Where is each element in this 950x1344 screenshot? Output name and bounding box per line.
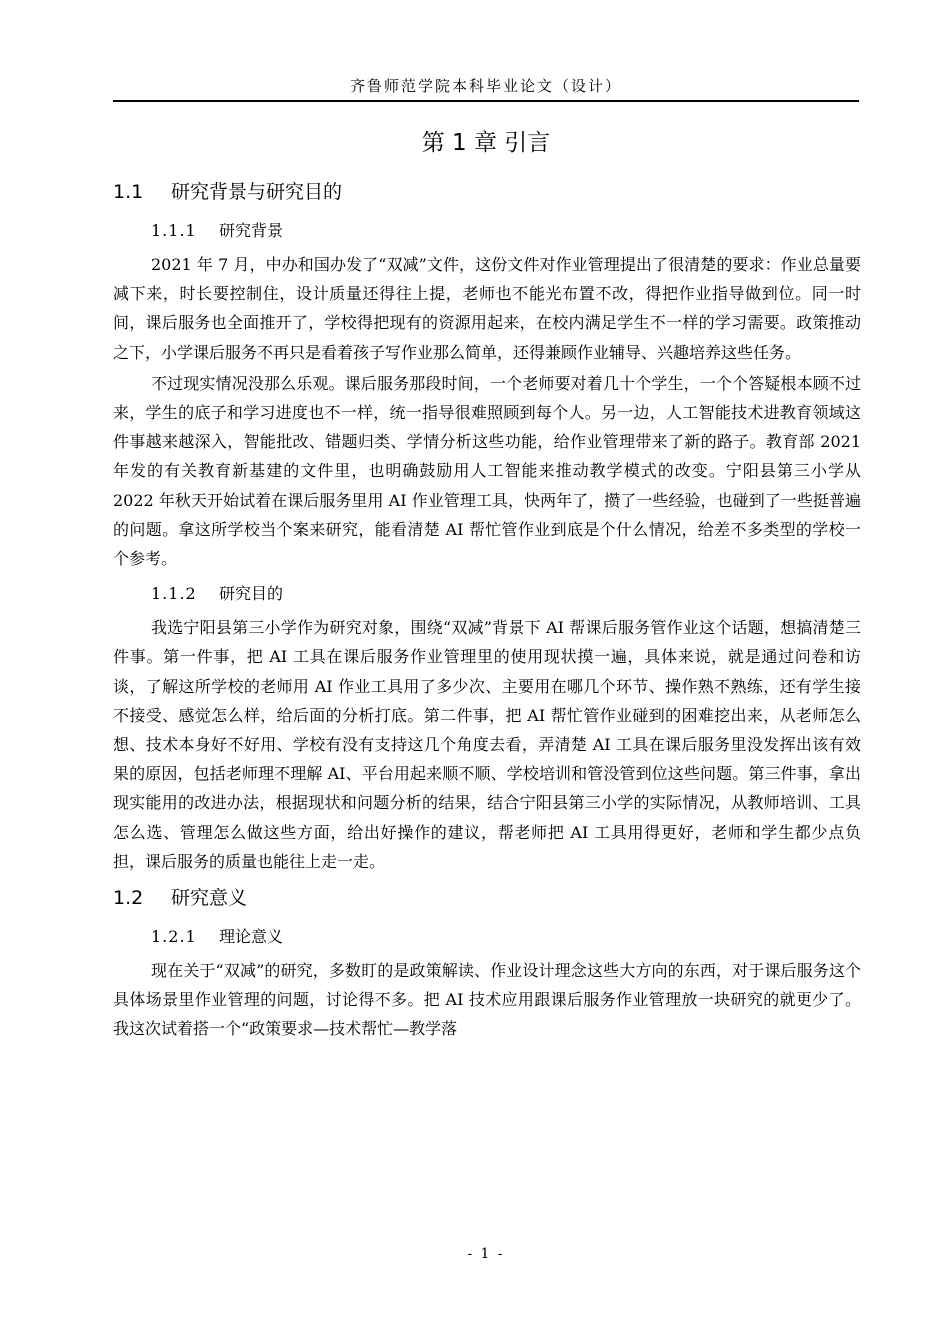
subsection-heading-1-1-2: [113, 575, 861, 613]
paragraph: 我选宁阳县第三小学作为研究对象，围绕“双减”背景下 AI 帮课后服务管作业这个话题，想搞清楚三件事。第一件事，把 AI 工具在课后服务作业管理里的使用现状摸一遍，具体来说，就是通过问卷和访谈，了解这所学校的老师用 AI 作业工具用了多少次、主要用在哪几个环节、操作熟不熟练，还有学生接不接受、感觉怎么样，给后面的分析打底。第二件事，把 AI 帮忙管作业碰到的困难挖出来，从老师怎么想、技术本身好不好用、学校有没有支持这几个角度去看，弄清楚 AI 工具在课后服务里没发挥出该有效果的原因，包括老师理不理解 AI、平台用起来顺不顺、学校培训和管没管到位这些问题。第三件事，拿出现实能用的改进办法，根据现状和问题分析的结果，结合宁阳县第三小学的实际情况，从教师培训、工具怎么选、管理怎么做这些方面，给出好操作的建议，帮老师把 AI 工具用得更好，老师和学生都少点负担，课后服务的质量也能往上走一走。: [113, 618, 861, 871]
subsection-number: 1.1.2: [151, 584, 197, 604]
section-title: 研究意义: [171, 887, 248, 910]
subsection-title: 研究目的: [219, 584, 284, 604]
section-number: 1.1: [113, 181, 144, 203]
section-heading-1-1: [113, 172, 861, 212]
section-number: 1.2: [113, 887, 144, 910]
section-title: 研究背景与研究目的: [171, 181, 343, 203]
page-header: 齐鲁师范学院本科毕业论文（设计）: [349, 77, 622, 95]
paragraph: 2021 年 7 月，中办和国办发了“双减”文件，这份文件对作业管理提出了很清楚的要求：作业总量要减下来，时长要控制住，设计质量还得往上提，老师也不能光布置不改，得把作业指导做到位。同一时间，课后服务也全面推开了，学校得把现有的资源用起来，在校内满足学生不一样的学习需要。政策推动之下，小学课后服务不再只是看着孩子写作业那么简单，还得兼顾作业辅导、兴趣培养这些任务。: [113, 255, 861, 362]
subsection-heading-1-2-1: [113, 918, 861, 956]
section-heading-1-2: [113, 878, 861, 918]
subsection-number: 1.1.1: [151, 221, 197, 240]
page-number: - 1 -: [467, 1246, 505, 1262]
subsection-title: 理论意义: [219, 927, 284, 947]
subsection-heading-1-1-1: [113, 212, 861, 250]
paragraph: 现在关于“双减”的研究，多数盯的是政策解读、作业设计理念这些大方向的东西，对于课后服务这个具体场景里作业管理的问题，讨论得不多。把 AI 技术应用跟课后服务作业管理放一块研究的就更少了。我这次试着搭一个“政策要求—技术帮忙—教学落: [113, 961, 861, 1039]
subsection-title: 研究背景: [219, 221, 284, 240]
document-body: [113, 172, 861, 1046]
header-rule: [113, 100, 859, 102]
subsection-number: 1.2.1: [151, 927, 197, 947]
chapter-title: 第 1 章 引言: [421, 130, 551, 156]
paragraph: 不过现实情况没那么乐观。课后服务那段时间，一个老师要对着几十个学生，一个个答疑根本顾不过来，学生的底子和学习进度也不一样，统一指导很难照顾到每个人。另一边，人工智能技术进教育领域这件事越来越深入，智能批改、错题归类、学情分析这些功能，给作业管理带来了新的路子。教育部 2021 年发的有关教育新基建的文件里，也明确鼓励用人工智能来推动教学模式的改变。宁阳县第三小学从 2022 年秋天开始试着在课后服务里用 AI 作业管理工具，快两年了，攒了一些经验，也碰到了一些挺普遍的问题。拿这所学校当个案来研究，能看清楚 AI 帮忙管作业到底是个什么情况，给差不多类型的学校一个参考。: [113, 373, 861, 569]
